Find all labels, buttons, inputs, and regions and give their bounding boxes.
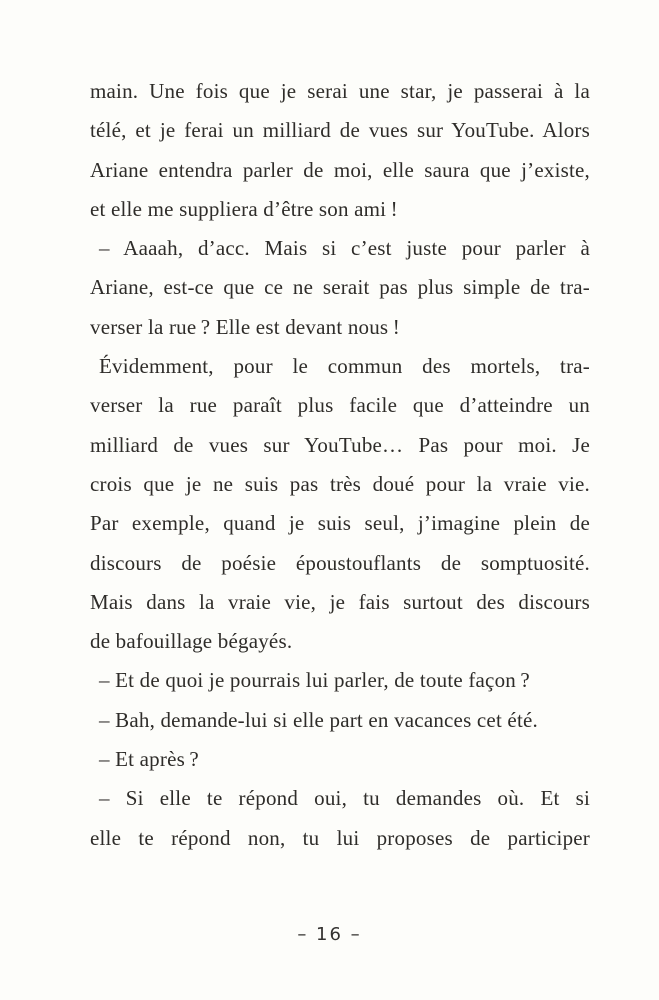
paragraph — [90, 661, 590, 700]
text-line: elle te répond non, tu lui proposes de participer — [90, 825, 590, 850]
paragraph — [90, 347, 590, 661]
text-line: et elle me suppliera d’être son ami ! — [90, 196, 398, 221]
text-line: discours de poésie époustouflants de somptuosité. — [90, 550, 590, 575]
text-line: – Bah, demande-lui si elle part en vacances cet été. — [99, 707, 538, 732]
text-line: verser la rue paraît plus facile que d’atteindre un — [90, 393, 590, 418]
paragraph — [90, 779, 590, 858]
text-line: – Si elle te répond oui, tu demandes où. Et si — [99, 786, 590, 811]
text-line: – Aaaah, d’acc. Mais si c’est juste pour parler à — [99, 236, 590, 261]
text-line: main. Une fois que je serai une star, je passerai à la — [90, 79, 590, 103]
paragraph — [90, 701, 590, 740]
text-line: crois que je ne suis pas très doué pour la vraie vie. — [90, 471, 590, 496]
text-line: Mais dans la vraie vie, je fais surtout des discours — [90, 589, 590, 614]
paragraph — [90, 740, 590, 779]
text-line: Ariane entendra parler de moi, elle saura que j’existe, — [90, 157, 590, 182]
page-text-column — [90, 72, 590, 858]
text-line: de bafouillage bégayés. — [90, 629, 293, 654]
paragraph — [90, 72, 590, 229]
text-line: Par exemple, quand je suis seul, j’imagine plein de — [90, 511, 590, 536]
text-line: Ariane, est-ce que ce ne serait pas plus simple de tra- — [90, 275, 590, 300]
text-line: milliard de vues sur YouTube… Pas pour moi. Je — [90, 432, 590, 457]
text-line: – Et après ? — [99, 747, 199, 772]
text-line: verser la rue ? Elle est devant nous ! — [90, 314, 400, 339]
text-line: – Et de quoi je pourrais lui parler, de toute façon ? — [99, 668, 530, 693]
paragraph — [90, 229, 590, 347]
page-number: – 16 – — [297, 924, 362, 945]
text-line: télé, et je ferai un milliard de vues sur YouTube. Alors — [90, 118, 590, 143]
text-line: Évidemment, pour le commun des mortels, tra- — [99, 354, 590, 379]
